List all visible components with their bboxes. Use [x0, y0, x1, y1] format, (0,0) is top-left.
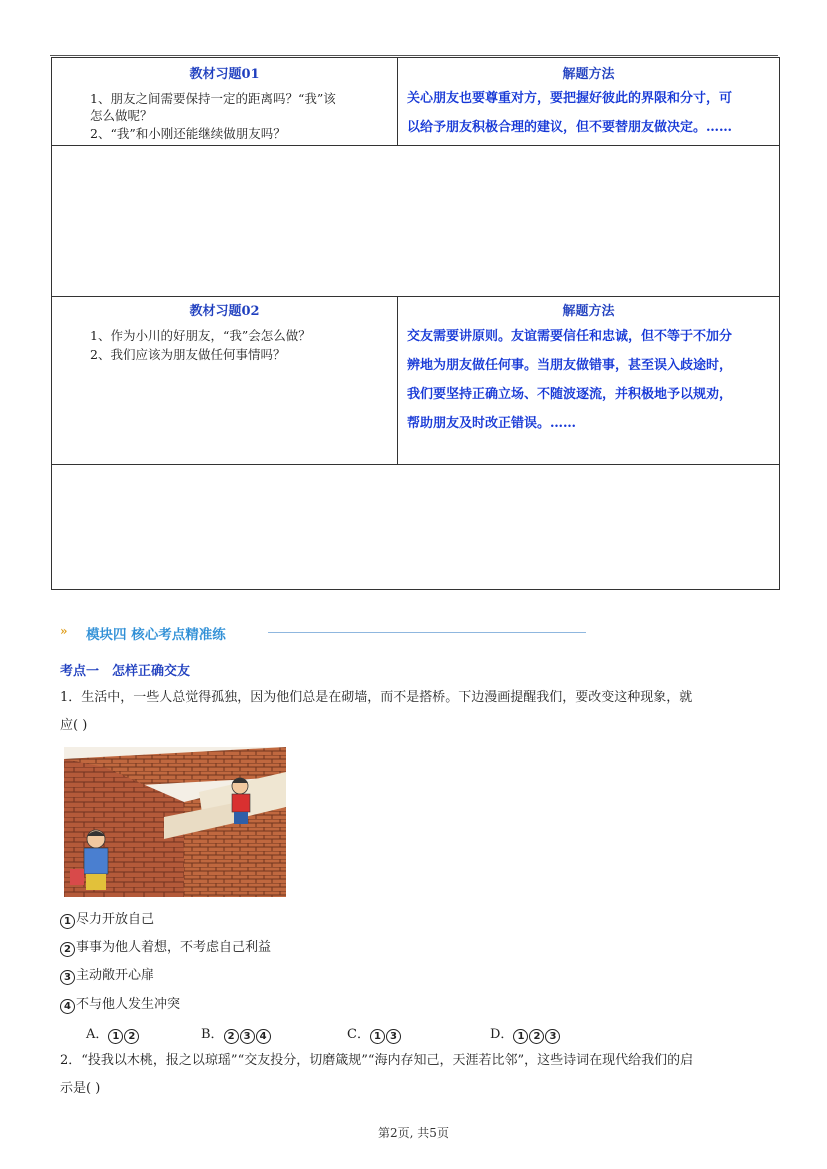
exercise2-line: 1、作为小川的好朋友，“我”会怎么做？: [90, 328, 311, 343]
choice-letter: B．: [201, 1027, 224, 1042]
exercise2-method-line: 我们要坚持正确立场、不随波逐流，并积极地予以规劝，: [407, 387, 733, 402]
table-divider: [52, 145, 779, 146]
choice-c[interactable]: [347, 1023, 402, 1044]
module-underline: [268, 632, 586, 633]
choice-d[interactable]: [490, 1023, 561, 1044]
option-text: 尽力开放自己: [76, 912, 155, 927]
circled-number-icon: 2: [529, 1029, 544, 1044]
option-item: [60, 964, 154, 985]
question1-line: 应( ): [60, 718, 88, 733]
circled-number-icon: 2: [60, 942, 75, 957]
exercise1-title: 教材习题01: [189, 67, 260, 82]
exercise2-method-line: 帮助朋友及时改正错误。……: [407, 416, 577, 431]
circled-number-icon: 1: [108, 1029, 123, 1044]
exercise2-method-title: 解题方法: [562, 304, 615, 319]
option-text: 事事为他人着想，不考虑自己利益: [76, 940, 272, 955]
column-divider: [397, 296, 398, 464]
page-footer: 第2页, 共5页: [378, 1126, 449, 1140]
circled-number-icon: 2: [124, 1029, 139, 1044]
exercise1-line: 2、“我”和小刚还能继续做朋友吗？: [90, 126, 286, 141]
exercise2-method-line: 交友需要讲原则。友谊需要信任和忠诚，但不等于不加分: [407, 329, 733, 344]
circled-number-icon: 1: [370, 1029, 385, 1044]
question1-line: 1．生活中，一些人总觉得孤独，因为他们总是在砌墙，而不是搭桥。下边漫画提醒我们，要改变这种现象，就: [60, 690, 693, 705]
table-divider: [52, 296, 779, 297]
option-item: [60, 936, 271, 957]
circled-number-icon: 2: [224, 1029, 239, 1044]
header-rule: [50, 55, 778, 56]
exercise-table: [51, 57, 780, 590]
exercise2-line: 2、我们应该为朋友做任何事情吗？: [90, 347, 286, 362]
table-divider: [52, 464, 779, 465]
option-text: 不与他人发生冲突: [76, 997, 181, 1012]
circled-number-icon: 3: [545, 1029, 560, 1044]
option-item: [60, 993, 180, 1014]
circled-number-icon: 4: [60, 999, 75, 1014]
option-text: 主动敞开心扉: [76, 968, 155, 983]
question2-line: 示是( ): [60, 1081, 101, 1096]
exercise1-method-line: 以给予朋友积极合理的建议，但不要替朋友做决定。……: [407, 120, 733, 135]
exercise1-method-title: 解题方法: [562, 67, 615, 82]
choice-letter: C．: [347, 1027, 370, 1042]
choice-b[interactable]: [201, 1023, 272, 1044]
brick-wall-comic: [64, 747, 286, 897]
choice-letter: A．: [86, 1027, 109, 1042]
choice-letter: D．: [490, 1027, 514, 1042]
circled-number-icon: 1: [60, 914, 75, 929]
exercise2-title: 教材习题02: [189, 304, 260, 319]
exercise1-method-line: 关心朋友也要尊重对方，要把握好彼此的界限和分寸，可: [407, 91, 733, 106]
exercise2-method-line: 辨地为朋友做任何事。当朋友做错事，甚至误入歧途时，: [407, 358, 733, 373]
circled-number-icon: 3: [386, 1029, 401, 1044]
section-title: 考点一 怎样正确交友: [60, 664, 191, 679]
choice-a[interactable]: [86, 1023, 140, 1044]
option-item: [60, 908, 154, 929]
exercise1-line: 1、朋友之间需要保持一定的距离吗？“我”该: [90, 91, 336, 106]
exercise1-line: 怎么做呢？: [90, 108, 153, 123]
double-chevron-icon: »: [60, 624, 68, 638]
question2-line: 2．“投我以木桃，报之以琼瑶”“交友投分，切磨箴规”“海内存知己，天涯若比邻”，这些诗词在现代给我们的启: [60, 1053, 694, 1068]
circled-number-icon: 3: [60, 970, 75, 985]
circled-number-icon: 4: [256, 1029, 271, 1044]
circled-number-icon: 1: [513, 1029, 528, 1044]
circled-number-icon: 3: [240, 1029, 255, 1044]
module-banner: [60, 622, 590, 642]
module-title: 模块四 核心考点精准练: [86, 627, 226, 643]
